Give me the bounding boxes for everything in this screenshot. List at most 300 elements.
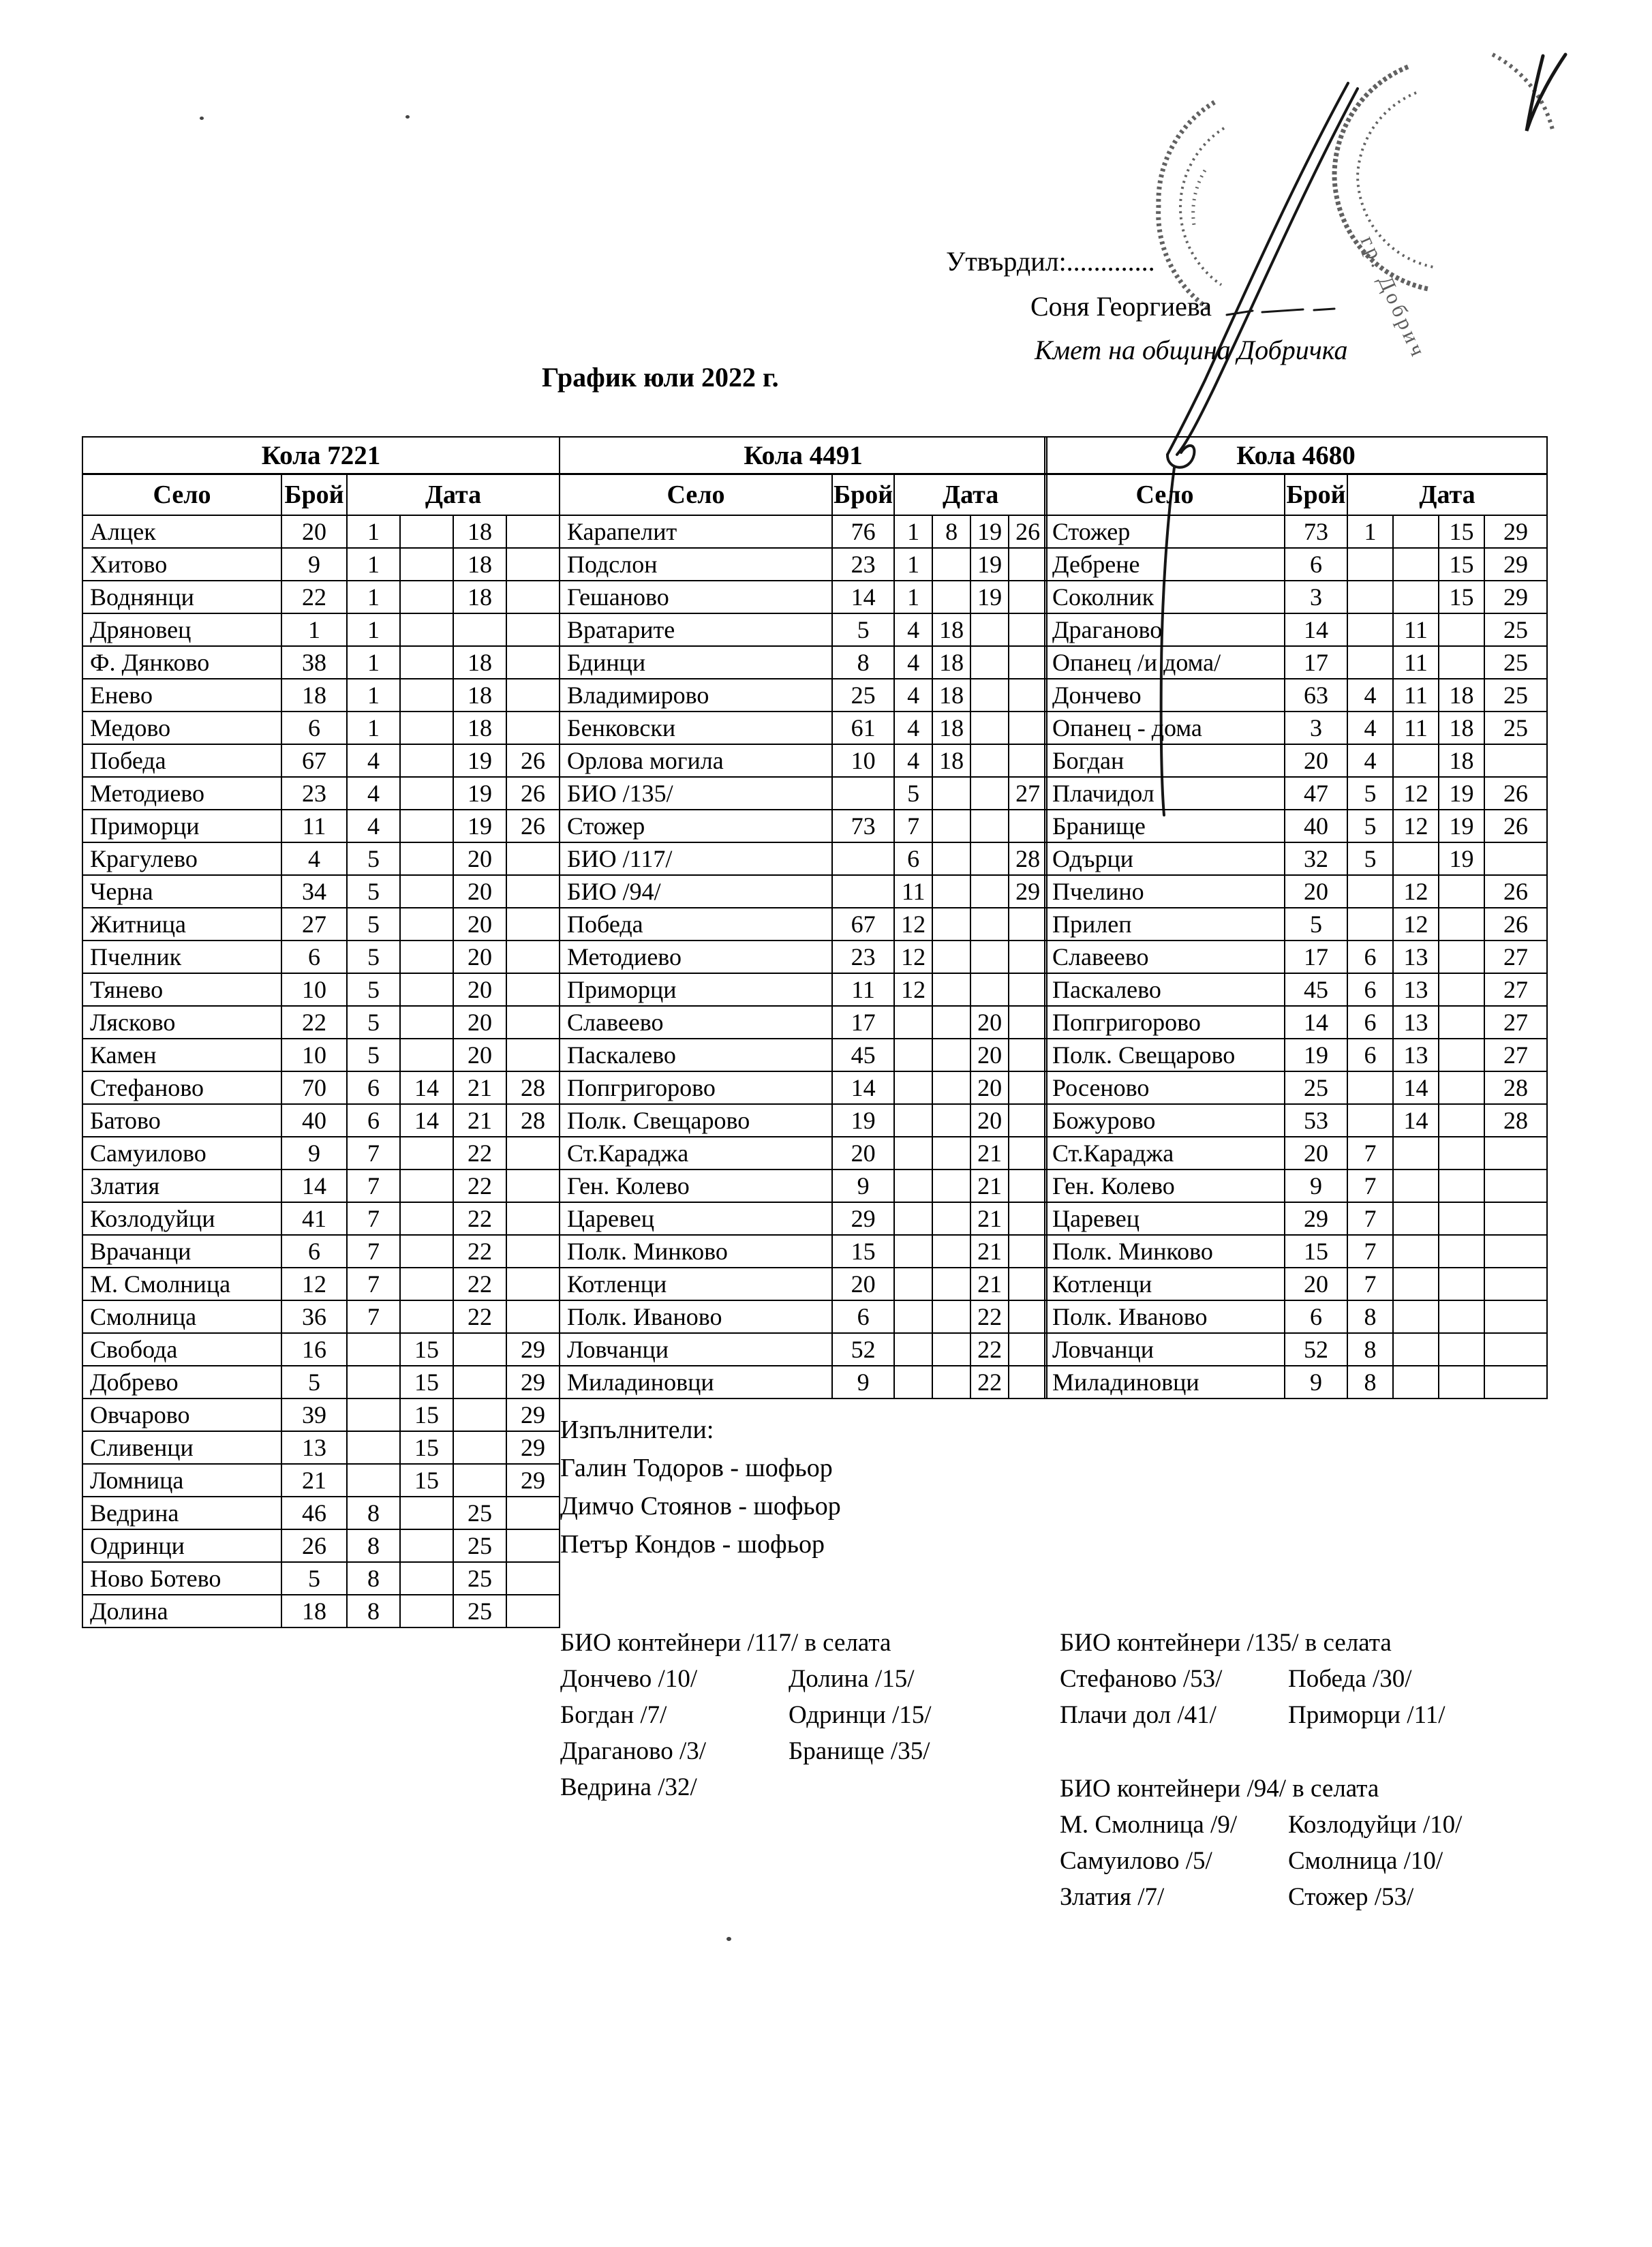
- date-cell: 7: [1347, 1268, 1393, 1300]
- village-cell: Полк. Минково: [1045, 1235, 1285, 1268]
- date-cell: [894, 1235, 932, 1268]
- table-row: [1045, 777, 1547, 810]
- date-cell: [1439, 1039, 1484, 1071]
- date-cell: 28: [506, 1071, 560, 1104]
- count-cell: 70: [281, 1071, 347, 1104]
- scan-speck: [726, 1937, 731, 1941]
- count-cell: 13: [281, 1431, 347, 1464]
- date-cell: 6: [347, 1071, 400, 1104]
- village-cell: Лясково: [82, 1006, 281, 1039]
- bio-item: Ведрина /32/: [560, 1773, 697, 1801]
- date-cell: [1439, 1202, 1484, 1235]
- date-cell: [347, 1464, 400, 1497]
- date-cell: [1439, 1137, 1484, 1170]
- table-title: Кола 7221: [82, 437, 560, 474]
- table-row: [1045, 646, 1547, 679]
- date-cell: 25: [453, 1529, 506, 1562]
- table-row: [560, 515, 1047, 548]
- date-cell: [932, 1137, 970, 1170]
- date-cell: [506, 842, 560, 875]
- date-cell: [1439, 908, 1484, 941]
- count-cell: 19: [1285, 1039, 1347, 1071]
- date-cell: [1439, 1268, 1484, 1300]
- date-cell: [1347, 548, 1393, 581]
- count-cell: 19: [832, 1104, 894, 1137]
- date-cell: [1484, 1137, 1547, 1170]
- date-cell: 8: [932, 515, 970, 548]
- date-cell: [932, 1300, 970, 1333]
- date-cell: 29: [506, 1366, 560, 1398]
- count-cell: 73: [1285, 515, 1347, 548]
- table-row: [82, 613, 560, 646]
- date-cell: 18: [1439, 744, 1484, 777]
- date-cell: 15: [1439, 515, 1484, 548]
- count-cell: 40: [1285, 810, 1347, 842]
- date-cell: 6: [894, 842, 932, 875]
- date-cell: [1439, 613, 1484, 646]
- date-cell: [970, 908, 1009, 941]
- count-cell: 23: [832, 548, 894, 581]
- date-cell: 6: [1347, 1039, 1393, 1071]
- table-row: [1045, 581, 1547, 613]
- column-header-count: Брой: [281, 474, 347, 516]
- date-cell: [1393, 1235, 1439, 1268]
- date-cell: [894, 1170, 932, 1202]
- table-row: [560, 613, 1047, 646]
- date-cell: 19: [970, 548, 1009, 581]
- date-cell: 8: [347, 1529, 400, 1562]
- date-cell: 15: [1439, 581, 1484, 613]
- village-cell: Котленци: [1045, 1268, 1285, 1300]
- table-body: [1045, 515, 1547, 1398]
- table-row: [82, 1562, 560, 1595]
- table-row: [560, 1039, 1047, 1071]
- date-cell: 26: [1009, 515, 1047, 548]
- table-row: [1045, 1333, 1547, 1366]
- date-cell: 18: [453, 548, 506, 581]
- count-cell: 20: [281, 515, 347, 548]
- date-cell: [506, 548, 560, 581]
- date-cell: [1439, 973, 1484, 1006]
- date-cell: 7: [1347, 1235, 1393, 1268]
- village-cell: Овчарово: [82, 1398, 281, 1431]
- village-cell: Дряновец: [82, 613, 281, 646]
- count-cell: 16: [281, 1333, 347, 1366]
- date-cell: 11: [894, 875, 932, 908]
- date-cell: 5: [1347, 777, 1393, 810]
- table-row: [82, 810, 560, 842]
- column-header-count: Брой: [1285, 474, 1347, 516]
- stamp-right-fragment: [1334, 55, 1552, 363]
- date-cell: 20: [453, 1039, 506, 1071]
- date-cell: [1009, 548, 1047, 581]
- date-cell: 1: [347, 712, 400, 744]
- table-row: [82, 712, 560, 744]
- date-cell: 8: [1347, 1333, 1393, 1366]
- count-cell: 4: [281, 842, 347, 875]
- count-cell: 53: [1285, 1104, 1347, 1137]
- bio-heading: БИО контейнери /135/ в селата: [1060, 1629, 1392, 1657]
- bio-item: Стожер /53/: [1288, 1883, 1414, 1911]
- date-cell: 22: [453, 1300, 506, 1333]
- table-row: [1045, 1300, 1547, 1333]
- count-cell: 14: [832, 1071, 894, 1104]
- count-cell: 76: [832, 515, 894, 548]
- village-cell: Дончево: [1045, 679, 1285, 712]
- date-cell: [1009, 744, 1047, 777]
- table-row: [1045, 1104, 1547, 1137]
- bio-item: Златия /7/: [1060, 1883, 1165, 1911]
- date-cell: 19: [1439, 810, 1484, 842]
- table-row: [560, 1333, 1047, 1366]
- village-cell: Гешаново: [560, 581, 832, 613]
- date-cell: 4: [1347, 744, 1393, 777]
- table-row: [1045, 1071, 1547, 1104]
- village-cell: Черна: [82, 875, 281, 908]
- count-cell: 25: [832, 679, 894, 712]
- bio-item: Дончево /10/: [560, 1665, 698, 1693]
- date-cell: [1009, 1366, 1047, 1398]
- table-head: [1045, 437, 1547, 515]
- date-cell: 1: [894, 548, 932, 581]
- date-cell: [453, 1333, 506, 1366]
- date-cell: [506, 515, 560, 548]
- date-cell: 7: [1347, 1137, 1393, 1170]
- village-cell: Полк. Минково: [560, 1235, 832, 1268]
- approver-title: Кмет на община Добричка: [1035, 335, 1348, 365]
- date-cell: [1439, 1300, 1484, 1333]
- count-cell: 32: [1285, 842, 1347, 875]
- count-cell: 21: [281, 1464, 347, 1497]
- date-cell: [1439, 1333, 1484, 1366]
- date-cell: [894, 1333, 932, 1366]
- date-cell: [400, 679, 453, 712]
- table-row: [1045, 679, 1547, 712]
- date-cell: [1009, 581, 1047, 613]
- date-cell: [932, 1170, 970, 1202]
- date-cell: 21: [453, 1071, 506, 1104]
- date-cell: [506, 679, 560, 712]
- count-cell: 22: [281, 1006, 347, 1039]
- date-cell: [970, 613, 1009, 646]
- village-cell: Карапелит: [560, 515, 832, 548]
- date-cell: [894, 1071, 932, 1104]
- village-cell: Ведрина: [82, 1497, 281, 1529]
- date-cell: 7: [347, 1202, 400, 1235]
- village-cell: Божурово: [1045, 1104, 1285, 1137]
- date-cell: [400, 1039, 453, 1071]
- date-cell: [453, 613, 506, 646]
- date-cell: [506, 1268, 560, 1300]
- table-row: [1045, 973, 1547, 1006]
- column-header-village: Село: [82, 474, 281, 516]
- table-row: [1045, 613, 1547, 646]
- date-cell: [1347, 613, 1393, 646]
- date-cell: [1439, 1366, 1484, 1398]
- date-cell: 1: [347, 679, 400, 712]
- date-cell: [1347, 875, 1393, 908]
- village-cell: Алцек: [82, 515, 281, 548]
- date-cell: 26: [1484, 875, 1547, 908]
- date-cell: [970, 941, 1009, 973]
- date-cell: 1: [894, 581, 932, 613]
- date-cell: [400, 1235, 453, 1268]
- count-cell: 20: [832, 1268, 894, 1300]
- bio-item: М. Смолница /9/: [1060, 1811, 1238, 1839]
- date-cell: 19: [1439, 777, 1484, 810]
- date-cell: 22: [970, 1366, 1009, 1398]
- date-cell: 29: [1484, 515, 1547, 548]
- count-cell: 41: [281, 1202, 347, 1235]
- column-header-village: Село: [1045, 474, 1285, 516]
- table-row: [82, 1497, 560, 1529]
- table-body: [560, 515, 1047, 1398]
- count-cell: 23: [832, 941, 894, 973]
- table-row: [82, 1071, 560, 1104]
- table-columns-row: [1045, 474, 1547, 516]
- village-cell: Ст.Караджа: [560, 1137, 832, 1170]
- date-cell: 22: [453, 1235, 506, 1268]
- count-cell: 20: [1285, 1268, 1347, 1300]
- date-cell: [970, 744, 1009, 777]
- date-cell: 22: [970, 1333, 1009, 1366]
- table-kola-4491: [559, 436, 1047, 1399]
- date-cell: 29: [1484, 581, 1547, 613]
- date-cell: 19: [1439, 842, 1484, 875]
- executors-heading: Изпълнители:: [560, 1416, 714, 1444]
- table-title-row: [560, 437, 1047, 474]
- date-cell: [932, 908, 970, 941]
- village-cell: Богдан: [1045, 744, 1285, 777]
- village-cell: Миладиновци: [1045, 1366, 1285, 1398]
- table-row: [560, 908, 1047, 941]
- table-kola-4680: [1044, 436, 1548, 1399]
- count-cell: 5: [832, 613, 894, 646]
- village-cell: Пчелино: [1045, 875, 1285, 908]
- date-cell: [1009, 1137, 1047, 1170]
- date-cell: [1439, 1104, 1484, 1137]
- date-cell: 12: [1393, 810, 1439, 842]
- village-cell: Смолница: [82, 1300, 281, 1333]
- date-cell: 20: [970, 1006, 1009, 1039]
- table-row: [560, 646, 1047, 679]
- date-cell: [1393, 1137, 1439, 1170]
- village-cell: Камен: [82, 1039, 281, 1071]
- village-cell: Сливенци: [82, 1431, 281, 1464]
- date-cell: [1439, 875, 1484, 908]
- date-cell: [932, 548, 970, 581]
- count-cell: [832, 777, 894, 810]
- village-cell: Владимирово: [560, 679, 832, 712]
- date-cell: [400, 1006, 453, 1039]
- village-cell: Полк. Иваново: [560, 1300, 832, 1333]
- date-cell: [1009, 1006, 1047, 1039]
- village-cell: Драганово: [1045, 613, 1285, 646]
- table-row: [560, 1235, 1047, 1268]
- date-cell: 6: [1347, 1006, 1393, 1039]
- count-cell: 27: [281, 908, 347, 941]
- count-cell: 20: [1285, 875, 1347, 908]
- village-cell: БИО /135/: [560, 777, 832, 810]
- date-cell: 4: [894, 646, 932, 679]
- date-cell: 4: [894, 744, 932, 777]
- count-cell: 40: [281, 1104, 347, 1137]
- date-cell: 15: [400, 1431, 453, 1464]
- date-cell: 14: [1393, 1104, 1439, 1137]
- date-cell: [453, 1366, 506, 1398]
- date-cell: 15: [1439, 548, 1484, 581]
- approval-label: Утвърдил:.............: [946, 246, 1155, 277]
- count-cell: 52: [1285, 1333, 1347, 1366]
- table-row: [82, 1300, 560, 1333]
- count-cell: 67: [832, 908, 894, 941]
- date-cell: 26: [1484, 777, 1547, 810]
- date-cell: [400, 1300, 453, 1333]
- date-cell: 4: [894, 712, 932, 744]
- date-cell: 21: [970, 1202, 1009, 1235]
- table-columns-row: [560, 474, 1047, 516]
- date-cell: [894, 1366, 932, 1398]
- date-cell: [506, 1137, 560, 1170]
- date-cell: 7: [347, 1300, 400, 1333]
- date-cell: [1484, 1235, 1547, 1268]
- date-cell: 1: [347, 581, 400, 613]
- date-cell: [932, 875, 970, 908]
- date-cell: 21: [453, 1104, 506, 1137]
- date-cell: 18: [932, 646, 970, 679]
- count-cell: [832, 842, 894, 875]
- date-cell: [932, 1039, 970, 1071]
- village-cell: Житница: [82, 908, 281, 941]
- date-cell: 8: [347, 1595, 400, 1627]
- date-cell: [1009, 1333, 1047, 1366]
- table-row: [1045, 1235, 1547, 1268]
- date-cell: [400, 1562, 453, 1595]
- village-cell: Батово: [82, 1104, 281, 1137]
- table-row: [82, 1333, 560, 1366]
- date-cell: [506, 941, 560, 973]
- village-cell: Славеево: [560, 1006, 832, 1039]
- date-cell: 27: [1009, 777, 1047, 810]
- village-cell: Царевец: [560, 1202, 832, 1235]
- date-cell: [400, 1170, 453, 1202]
- date-cell: 1: [1347, 515, 1393, 548]
- date-cell: 26: [1484, 810, 1547, 842]
- table-title: Кола 4491: [560, 437, 1047, 474]
- date-cell: [506, 1202, 560, 1235]
- date-cell: 12: [894, 973, 932, 1006]
- count-cell: 11: [281, 810, 347, 842]
- village-cell: Попгригорово: [560, 1071, 832, 1104]
- table-columns-row: [82, 474, 560, 516]
- table-row: [82, 1366, 560, 1398]
- date-cell: 18: [453, 679, 506, 712]
- executor-item: Галин Тодоров - шофьор: [560, 1454, 833, 1482]
- date-cell: [400, 515, 453, 548]
- count-cell: 9: [1285, 1366, 1347, 1398]
- count-cell: 67: [281, 744, 347, 777]
- date-cell: [506, 1170, 560, 1202]
- date-cell: 12: [894, 941, 932, 973]
- date-cell: 8: [347, 1562, 400, 1595]
- date-cell: [400, 842, 453, 875]
- date-cell: [1009, 712, 1047, 744]
- table-row: [82, 1431, 560, 1464]
- count-cell: 63: [1285, 679, 1347, 712]
- date-cell: 13: [1393, 1039, 1439, 1071]
- village-cell: Медово: [82, 712, 281, 744]
- date-cell: [506, 1497, 560, 1529]
- count-cell: 23: [281, 777, 347, 810]
- village-cell: Подслон: [560, 548, 832, 581]
- village-cell: Ст.Караджа: [1045, 1137, 1285, 1170]
- village-cell: Стожер: [560, 810, 832, 842]
- date-cell: [400, 646, 453, 679]
- date-cell: [1484, 1300, 1547, 1333]
- date-cell: [1393, 842, 1439, 875]
- date-cell: [1393, 548, 1439, 581]
- count-cell: 46: [281, 1497, 347, 1529]
- date-cell: 13: [1393, 941, 1439, 973]
- date-cell: 26: [1484, 908, 1547, 941]
- date-cell: 14: [400, 1071, 453, 1104]
- count-cell: 10: [832, 744, 894, 777]
- approver-name: Соня Георгиева: [1030, 291, 1212, 322]
- count-cell: 20: [832, 1137, 894, 1170]
- count-cell: 5: [281, 1562, 347, 1595]
- village-cell: Ловчанци: [560, 1333, 832, 1366]
- date-cell: 4: [1347, 712, 1393, 744]
- date-cell: 26: [506, 810, 560, 842]
- count-cell: 52: [832, 1333, 894, 1366]
- date-cell: [400, 1268, 453, 1300]
- date-cell: 5: [347, 908, 400, 941]
- date-cell: [506, 712, 560, 744]
- count-cell: 5: [1285, 908, 1347, 941]
- date-cell: [1393, 1202, 1439, 1235]
- date-cell: 13: [1393, 973, 1439, 1006]
- date-cell: [894, 1268, 932, 1300]
- date-cell: [506, 1039, 560, 1071]
- date-cell: [506, 973, 560, 1006]
- date-cell: [506, 1529, 560, 1562]
- village-cell: Паскалево: [560, 1039, 832, 1071]
- date-cell: 5: [347, 1039, 400, 1071]
- table-row: [82, 1464, 560, 1497]
- bio-item: Козлодуйци /10/: [1288, 1811, 1463, 1839]
- count-cell: 6: [281, 941, 347, 973]
- date-cell: [400, 581, 453, 613]
- village-cell: Приморци: [82, 810, 281, 842]
- date-cell: 11: [1393, 613, 1439, 646]
- village-cell: Плачидол: [1045, 777, 1285, 810]
- count-cell: [832, 875, 894, 908]
- executor-item: Петър Кондов - шофьор: [560, 1530, 825, 1559]
- date-cell: [400, 973, 453, 1006]
- date-cell: [400, 1137, 453, 1170]
- count-cell: 9: [832, 1366, 894, 1398]
- date-cell: [506, 613, 560, 646]
- date-cell: [1484, 1202, 1547, 1235]
- village-cell: Ново Ботево: [82, 1562, 281, 1595]
- date-cell: [400, 1202, 453, 1235]
- count-cell: 22: [281, 581, 347, 613]
- bio-item: Долина /15/: [789, 1665, 915, 1693]
- date-cell: [1347, 1104, 1393, 1137]
- count-cell: 6: [281, 1235, 347, 1268]
- date-cell: [400, 744, 453, 777]
- date-cell: 19: [970, 515, 1009, 548]
